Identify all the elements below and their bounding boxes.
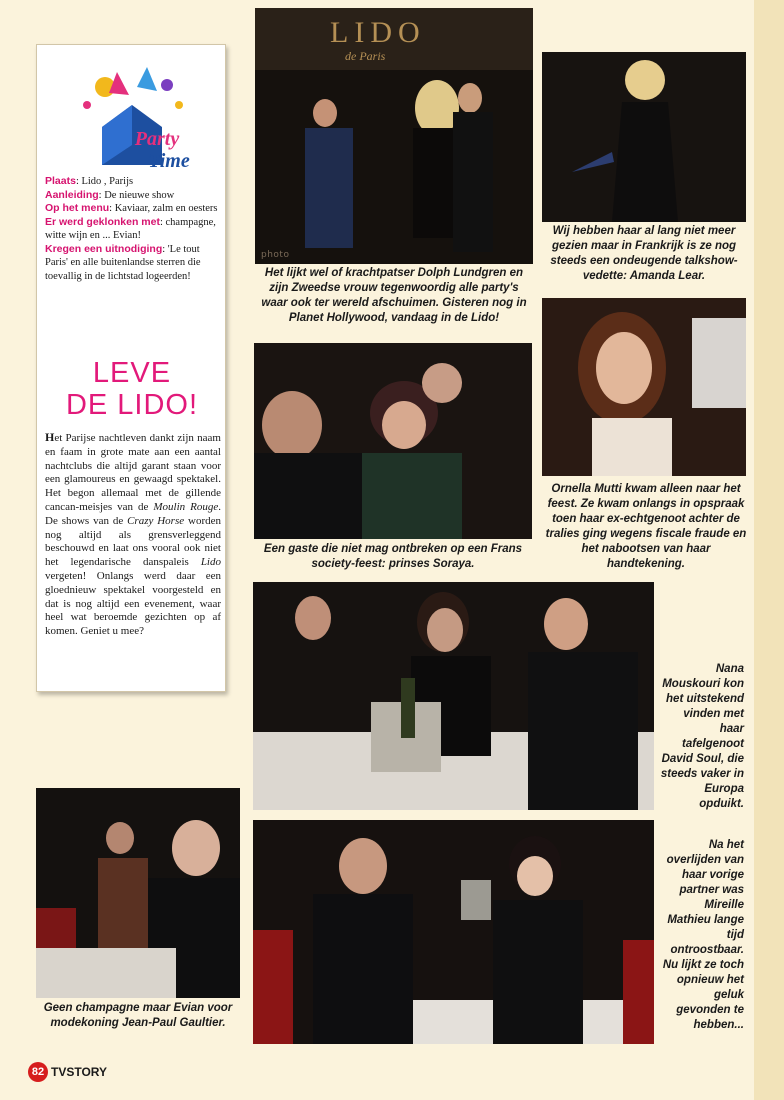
fact-row: Er werd geklonken met: champagne, witte wijn en ... Evian! <box>45 215 216 241</box>
photo-nana-mouskouri <box>253 582 654 810</box>
caption-ornella-mutti: Ornella Mutti kwam alleen naar het feest. Ze kwam onlangs in opspraak toen haar ex-echtgenoot achter de tralies ging wegens fiscale fraude en het nabootsen van haar handtekening. <box>545 483 747 570</box>
caption-mireille-mathieu: Na het overlijden van haar vorige partner was Mireille Mathieu lange tijd ontroostbaar. Nu lijkt ze toch opnieuw het geluk gevonden te hebben... <box>662 839 744 1031</box>
fact-row: Op het menu: Kaviaar, zalm en oesters <box>45 202 218 214</box>
caption-prinses-soraya: Een gaste die niet mag ontbreken op een Frans society-feest: prinses Soraya. <box>263 543 523 570</box>
caption-amanda-lear: Wij hebben haar al lang niet meer gezien maar in Frankrijk is ze nog steeds een ondeugende talkshow-vedette: Amanda Lear. <box>550 225 738 282</box>
party-facts <box>45 175 221 283</box>
photo-dolph-lundgren: LIDO de Paris photo <box>255 8 533 264</box>
logo-word-time: Time <box>148 150 190 172</box>
caption-nana-mouskouri: Nana Mouskouri kon het uitstekend vinden met haar tafelgenoot David Soul, die steeds vaker in Europa opduikt. <box>660 663 744 810</box>
page-edge-band <box>754 0 784 1100</box>
fact-row: Kregen een uitnodiging: 'Le tout Paris' en alle buitenlandse sterren die toevallig in de lichtstad logeerden! <box>45 242 201 282</box>
page-number: 82 <box>28 1062 48 1082</box>
lido-sign-subtext: de Paris <box>345 49 386 63</box>
fact-row: Plaats: Lido , Parijs <box>45 175 134 187</box>
photo-prinses-soraya <box>254 343 532 539</box>
magazine-brand: TVSTORY <box>51 1065 108 1079</box>
photo-jean-paul-gaultier <box>36 788 240 998</box>
caption-dolph-lundgren: Het lijkt wel of krachtpatser Dolph Lundgren en zijn Zweedse vrouw tegenwoordig alle party's waar ook ter wereld afschuimen. Gisteren nog in Planet Hollywood, vandaag in de Lido! <box>261 267 527 324</box>
photo-amanda-lear <box>542 52 746 222</box>
headline: LEVE DE LIDO! <box>65 357 199 421</box>
page-footer <box>28 1062 107 1082</box>
article-body: Het Parijse nachtleven dankt zijn naam en faam in grote mate aan een aantal nachtclubs die altijd garant staan voor een glamoureus en gewaagd spektakel. Het begon allemaal met de gillende cancan-meisjes van de Moulin Rouge. De shows van de Crazy Horse worden nog altijd als grensverleggend beschouwd en laat ons vooral ook niet het legendarische danspaleis Lido vergeten! Onlangs werd daar een gloednieuw spektakel voorgesteld en dat is nog altijd een evenement, waar heel wat beroemde gezichten op af komen. Geniet u mee? <box>45 430 221 638</box>
party-time-box <box>36 44 226 692</box>
lido-sign-text: LIDO <box>330 16 426 49</box>
fact-row: Aanleiding: De nieuwe show <box>45 188 175 201</box>
caption-jean-paul-gaultier: Geen champagne maar Evian voor modekoning Jean-Paul Gaultier. <box>43 1002 233 1029</box>
logo-word-party: Party <box>134 128 180 150</box>
photo-mireille-mathieu <box>253 820 654 1044</box>
photo-ornella-mutti <box>542 298 746 476</box>
